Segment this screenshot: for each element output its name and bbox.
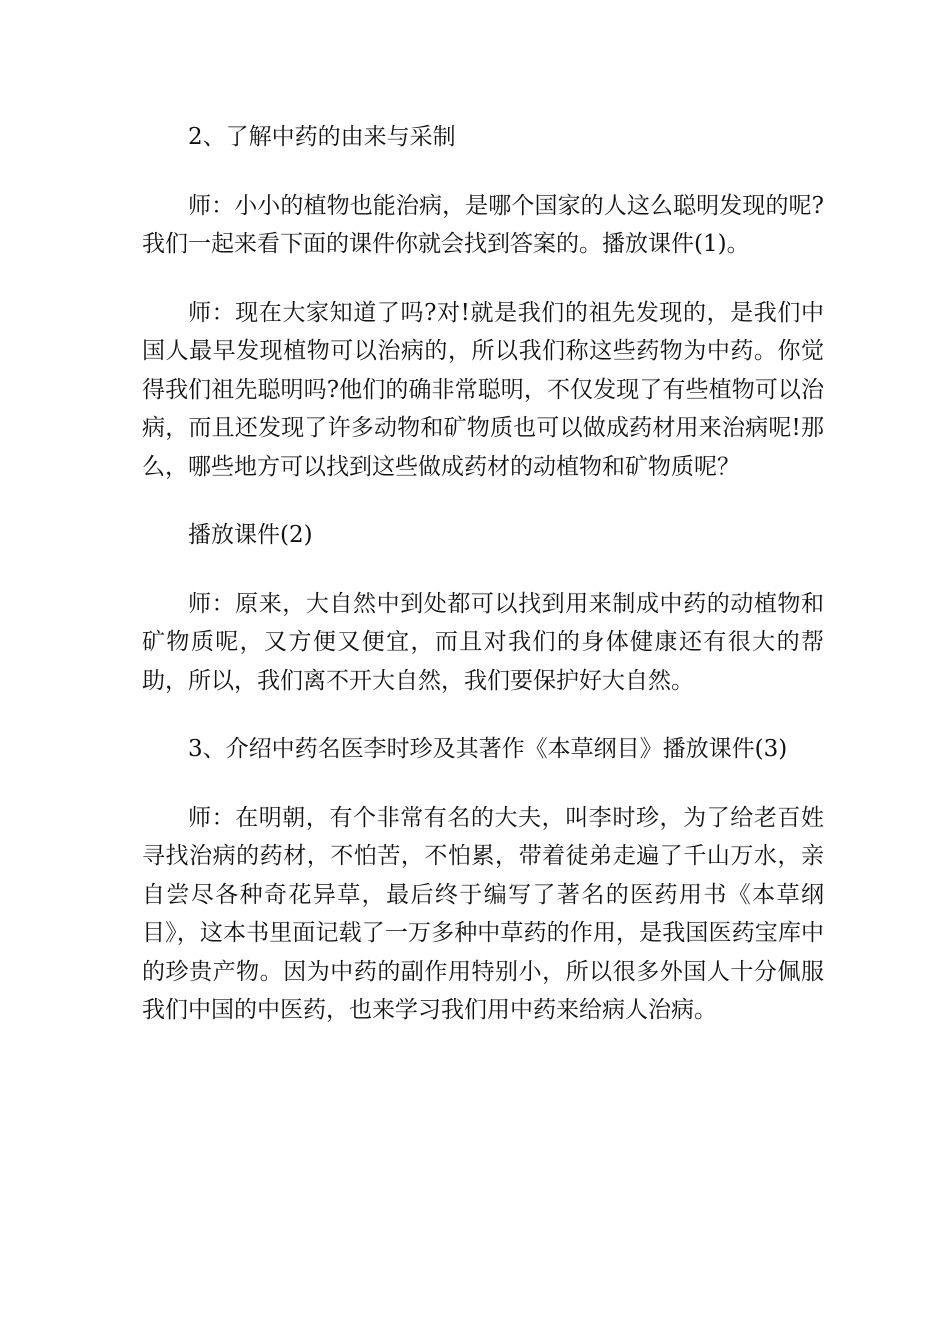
paragraph-li-shizhen: 师：在明朝，有个非常有名的大夫，叫李时珍，为了给老百姓寻找治病的药材，不怕苦，不怕累，带着徒弟走遍了千山万水，亲自尝尽各种奇花异草，最后终于编写了著名的医药用书《本草纲目》，这本书里面记载了一万多种中草药的作用，是我国医药宝库中的珍贵产物。因为中药的副作用特别小，所以很多外国人十分佩服我们中国的中医药，也来学习我们用中药来给病人治病。	[142, 804, 824, 1023]
paragraph-ancestors: 师：现在大家知道了吗?对!就是我们的祖先发现的，是我们中国人最早发现植物可以治病的，所以我们称这些药物为中药。你觉得我们祖先聪明吗?他们的确非常聪明，不仅发现了有些植物可以治病，而且还发现了许多动物和矿物质也可以做成药材用来治病呢!那么，哪些地方可以找到这些做成药材的动植物和矿物质呢？	[142, 299, 824, 480]
paragraph-nature: 师：原来，大自然中到处都可以找到用来制成中药的动植物和矿物质呢，又方便又便宜，而且对我们的身体健康还有很大的帮助，所以，我们离不开大自然，我们要保护好大自然。	[142, 590, 824, 694]
paragraph-play-courseware-2: 播放课件(2)	[188, 522, 313, 548]
section-heading-2: 2、了解中药的由来与采制	[188, 124, 456, 150]
section-heading-3: 3、介绍中药名医李时珍及其著作《本草纲目》播放课件(3)	[188, 736, 788, 762]
paragraph-teacher-question: 师：小小的植物也能治病，是哪个国家的人这么聪明发现的呢?我们一起来看下面的课件你就会找到答案的。播放课件(1)。	[142, 192, 824, 257]
document-page	[142, 118, 824, 1030]
